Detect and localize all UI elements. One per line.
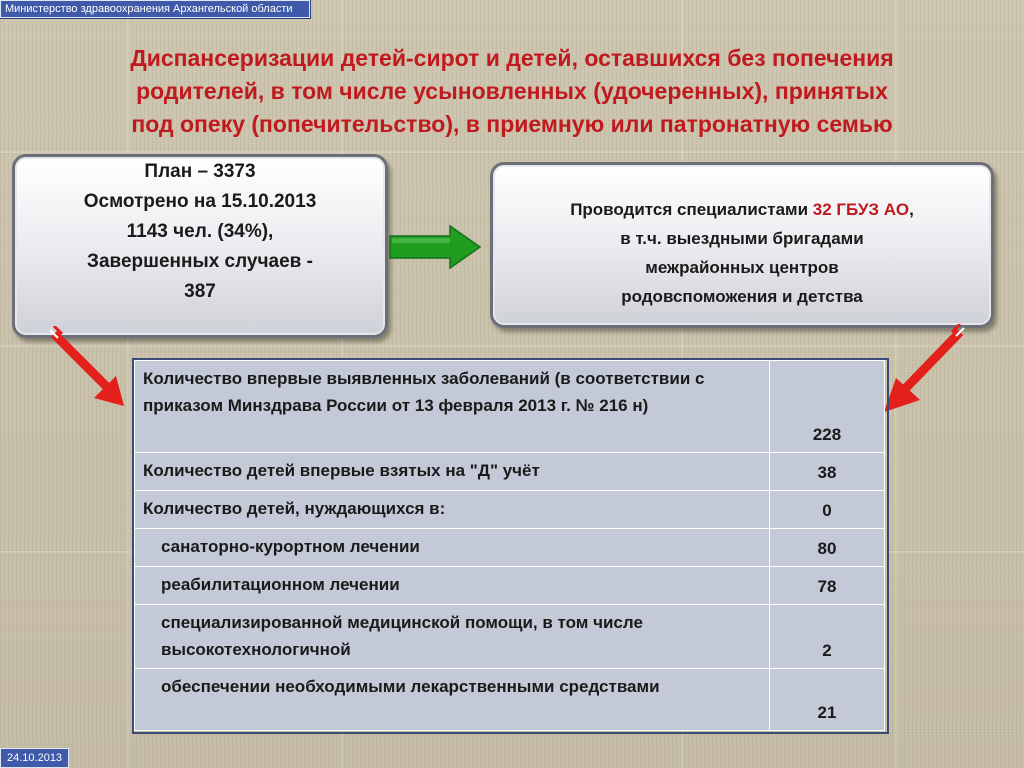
ministry-badge: Министерство здравоохранения Архангельской области — [0, 0, 310, 18]
row-label: Количество детей, нуждающихся в: — [135, 491, 770, 529]
examined-count-line: 1143 чел. (34%), — [126, 221, 274, 242]
page-title — [20, 42, 1004, 141]
row-value: 80 — [770, 529, 885, 567]
row-label: санаторно-курортном лечении — [135, 529, 770, 567]
row-label: обеспечении необходимыми лекарственными средствами — [135, 669, 770, 731]
specialists-box — [490, 162, 994, 328]
specialists-line-2: в т.ч. выездными бригадами — [620, 229, 864, 248]
arrow-down-right-icon — [876, 324, 972, 416]
row-label: Количество детей впервые взятых на "Д" учёт — [135, 453, 770, 491]
table-row — [135, 453, 885, 491]
row-label: Количество впервые выявленных заболеваний (в соответствии с приказом Минздрава России от 13 февраля 2013 г. № 216 н) — [135, 361, 770, 453]
gbuz-count: 32 ГБУЗ АО — [812, 200, 910, 219]
row-value: 0 — [770, 491, 885, 529]
completed-value-line: 387 — [184, 281, 216, 302]
table-row — [135, 491, 885, 529]
title-line-2: родителей, в том числе усыновленных (удочеренных), принятых — [136, 78, 888, 104]
row-label: реабилитационном лечении — [135, 567, 770, 605]
row-label: специализированной медицинской помощи, в том числе высокотехнологичной — [135, 605, 770, 669]
title-line-3: под опеку (попечительство), в приемную или патронатную семью — [131, 111, 893, 137]
table-row — [135, 605, 885, 669]
row-value: 21 — [770, 669, 885, 731]
row-value: 228 — [770, 361, 885, 453]
plan-line: План – 3373 — [144, 161, 256, 182]
row-value: 78 — [770, 567, 885, 605]
row-value: 2 — [770, 605, 885, 669]
specialists-line-4: родовспоможения и детства — [621, 287, 863, 306]
examined-line: Осмотрено на 15.10.2013 — [83, 191, 317, 212]
statistics-table — [134, 360, 884, 730]
row-value: 38 — [770, 453, 885, 491]
title-line-1: Диспансеризации детей-сирот и детей, оставшихся без попечения — [130, 45, 894, 71]
specialists-text: Проводится специалистами — [570, 200, 813, 219]
plan-box — [12, 154, 388, 338]
table-row — [135, 567, 885, 605]
specialists-line-1 — [493, 195, 991, 224]
table-row — [135, 361, 885, 453]
specialists-line-3: межрайонных центров — [645, 258, 839, 277]
arrow-right-icon — [388, 224, 484, 270]
date-badge: 24.10.2013 — [0, 748, 69, 768]
arrow-down-left-icon — [40, 326, 136, 412]
specialists-comma: , — [909, 200, 914, 219]
completed-label-line: Завершенных случаев - — [87, 251, 313, 272]
table-row — [135, 529, 885, 567]
table-row — [135, 669, 885, 731]
